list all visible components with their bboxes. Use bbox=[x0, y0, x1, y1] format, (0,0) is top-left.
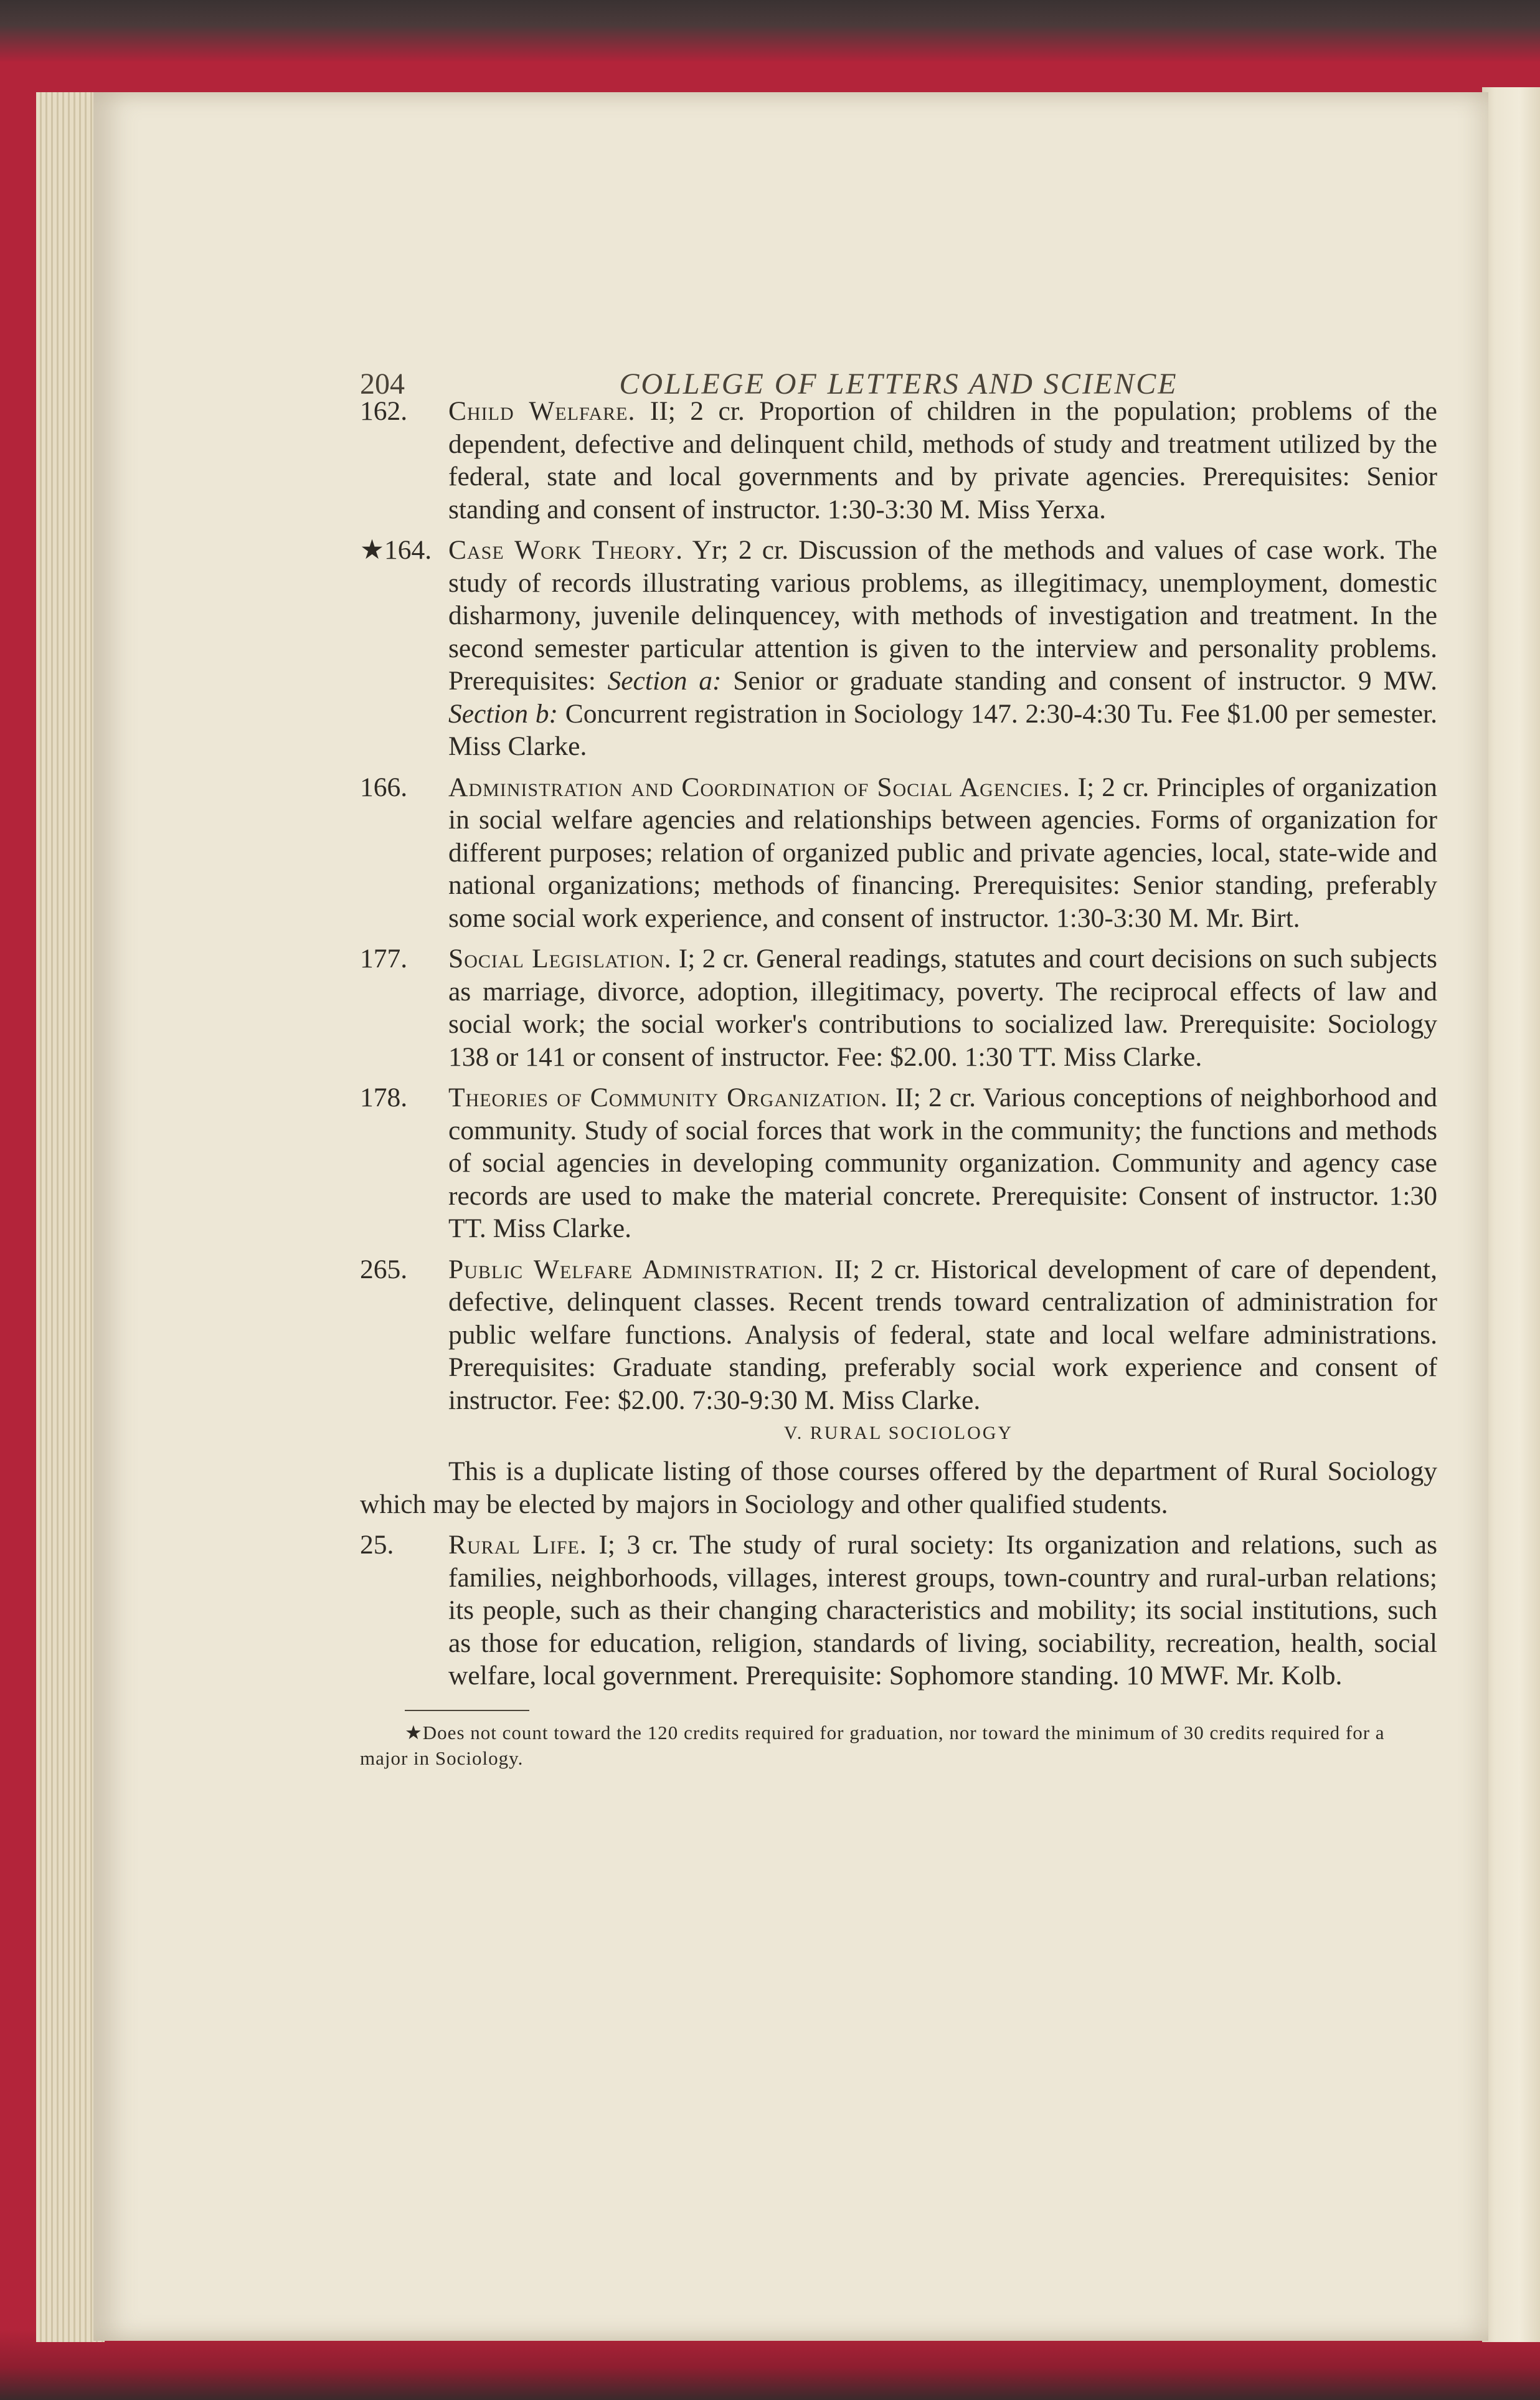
course-title: Theories of Community Organization. bbox=[448, 1083, 888, 1112]
section-a-label: Section a: bbox=[607, 666, 722, 696]
course-description: I; 2 cr. Principles of organization in social welfare agencies and relationships between agencies. Forms of organization for different purposes; relation of organized public and private agencies, local, state-wide and national organizations; methods of financing. Prerequisites: Senior standing, preferably some social work experience, and consent of instructor. 1:30-3:30 M. Mr. Birt. bbox=[448, 772, 1438, 933]
course-description: Yr; 2 cr. Discussion of the methods and values of case work. The study of records illustrating various problems, as illegitimacy, unemployment, domestic disharmony, juvenile delinquencey, with methods of investigation and treatment. In the second semester particular attention is given to the interview and personality problems. Prerequisites: bbox=[448, 535, 1438, 696]
course-number: 265. bbox=[360, 1254, 408, 1284]
course-description: II; 2 cr. Proportion of children in the population; problems of the dependent, defective and delinquent child, methods of study and treatment utilized by the federal, state and local governments and by private agencies. Prerequisites: Senior standing and consent of instructor. 1:30-3:30 M. Miss Yerxa. bbox=[448, 396, 1437, 524]
course-title: Rural Life. bbox=[448, 1530, 587, 1560]
course-number: 162. bbox=[360, 396, 408, 426]
course-entry bbox=[360, 1253, 1437, 1417]
course-entry bbox=[360, 395, 1437, 526]
course-entry bbox=[360, 1081, 1437, 1245]
section-a-text: Senior or graduate standing and consent of instructor. 9 MW. bbox=[721, 666, 1437, 696]
course-description: I; 3 cr. The study of rural society: Its organization and relations, such as families, neighborhoods, villages, interest groups, town-country and rural-urban relations; its people, such as their changing characteristics and mobility; its social institutions, such as those for education, religion, standards of living, sociability, recreation, health, social welfare, local government. Prerequisite: Sophomore standing. 10 MWF. Mr. Kolb. bbox=[448, 1530, 1437, 1691]
page-title: COLLEGE OF LETTERS AND SCIENCE bbox=[619, 368, 1178, 401]
section-intro: This is a duplicate listing of those courses offered by the department of Rural Sociology which may be elected by majors in Sociology and other qualified students. bbox=[360, 1456, 1437, 1519]
course-number: 166. bbox=[360, 772, 408, 802]
course-number: 177. bbox=[360, 944, 408, 974]
section-heading: V. RURAL SOCIOLOGY bbox=[783, 1423, 1014, 1443]
course-title: Public Welfare Administration. bbox=[448, 1254, 824, 1284]
course-number: 178. bbox=[360, 1083, 408, 1112]
course-description: I; 2 cr. General readings, statutes and court decisions on such subjects as marriage, divorce, adoption, illegitimacy, poverty. The reciprocal effects of law and social work; the social worker's contributions to socialized law. Prerequisite: Sociology 138 or 141 or consent of instructor. Fee: $2.00. 1:30 TT. Miss Clarke. bbox=[448, 944, 1437, 1072]
course-entry bbox=[360, 942, 1437, 1073]
cover-top-edge bbox=[0, 0, 1540, 62]
section-b-text: Concurrent registration in Sociology 147. 2:30-4:30 Tu. Fee $1.00 per semester. Miss Clarke. bbox=[448, 698, 1437, 761]
footnote-rule bbox=[405, 1710, 529, 1711]
book-page bbox=[93, 92, 1488, 2341]
course-entry bbox=[360, 1529, 1437, 1692]
section-b-label: Section b: bbox=[448, 698, 558, 729]
course-description: II; 2 cr. Various conceptions of neighborhood and community. Study of social forces that work in the community; the functions and methods of social agencies in developing community organization. Community and agency case records are used to make the material concrete. Prerequisite: Consent of instructor. 1:30 TT. Miss Clarke. bbox=[448, 1083, 1437, 1243]
course-title: Social Legislation. bbox=[448, 944, 672, 974]
course-entry bbox=[360, 771, 1437, 935]
running-head bbox=[360, 279, 1437, 401]
page-number: 204 bbox=[360, 368, 405, 401]
course-description: II; 2 cr. Historical development of care of dependent, defective, delinquent classes. Recent trends toward centralization of administration for public welfare functions. Analysis of federal, state and local welfare administrations. Prerequisites: Graduate standing, preferably social work experience and consent of instructor. Fee: $2.00. 7:30-9:30 M. Miss Clarke. bbox=[448, 1254, 1437, 1415]
page-content bbox=[360, 279, 1437, 1771]
next-page-edge bbox=[1482, 87, 1540, 2342]
course-number: ★164. bbox=[360, 535, 432, 565]
course-title: Administration and Coordination of Social Agencies. bbox=[448, 772, 1070, 802]
course-title: Child Welfare. bbox=[448, 396, 636, 426]
footnote: ★Does not count toward the 120 credits required for graduation, nor toward the minimum of 30 credits required for a major in Sociology. bbox=[360, 1721, 1385, 1769]
course-title: Case Work Theory. bbox=[448, 535, 684, 565]
course-entry bbox=[360, 534, 1437, 763]
course-number: 25. bbox=[360, 1530, 394, 1560]
